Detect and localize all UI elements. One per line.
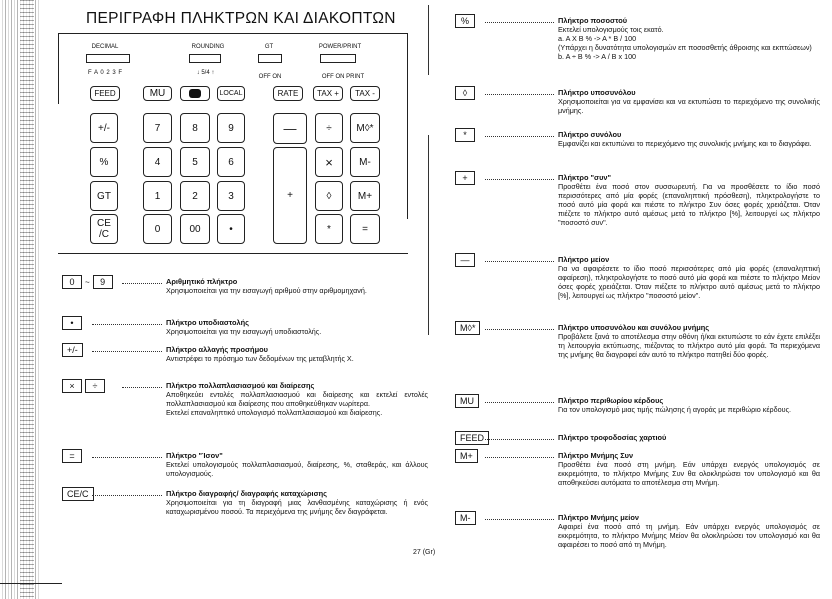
leader-dots [485, 329, 554, 330]
page-title: ΠΕΡΙΓΡΑΦΗ ΠΛΗΚΤΡΩΝ ΚΑΙ ΔΙΑΚΟΠΤΩΝ [86, 10, 396, 27]
key-2: 2 [180, 181, 210, 211]
leader-dots [122, 283, 162, 284]
key-sign: +/- [90, 113, 118, 143]
leader-dots [122, 387, 162, 388]
key-database-icon [180, 86, 210, 101]
key-description-text: Αντιστρέφει το πρόσημο των δεδομένων της μεταβλητής X. [166, 354, 354, 363]
gt-switch-positions: OFF ON [258, 74, 282, 80]
key-memory-plus: M+ [350, 181, 380, 211]
leader-dots [485, 519, 554, 520]
key-description [166, 345, 428, 363]
key-description [558, 513, 820, 549]
key-description [558, 88, 820, 115]
key-description-title: Πλήκτρο τροφοδοσίας χαρτιού [558, 433, 667, 442]
key-icon: ÷ [85, 379, 105, 393]
key-description-text: Προσθέτει ένα ποσό στον συσσωρευτή. Για να προσθέσετε το ίδιο ποσό περισσότερες από μία φορές (επαναληπτική πρόσθεση), πληκτρολογήστε το ποσό αυτό μία φορά και πιέστε το πλήκτρο Συν όσες φορές χρειάζεται. Όταν πιέζετε το πλήκτρο αυτό αμέσως μετά το πλήκτρο [%], λειτουργεί ως πλήκτρο "ποσοστό συν". [558, 182, 820, 227]
key-description-text: Προβάλετε ξανά το αποτέλεσμα στην οθόνη ή/και εκτυπώστε το εάν έχετε επιλέξει τη λειτουργία εκτύπωσης, πιέζοντας το πλήκτρο αυτό μία φορά. Τα περιεχόμενα της μνήμης θα διαγραφεί εάν αυτό το πλήκτρο πατηθεί δύο φορές. [558, 332, 820, 359]
key-description-text: Χρησιμοποιείται για την εισαγωγή υποδιαστολής. [166, 327, 322, 336]
gt-switch-label: GT [264, 44, 274, 50]
leader-dots [92, 351, 162, 352]
rounding-switch [189, 54, 221, 63]
key-description-text: Χρησιμοποιείται για την εισαγωγή αριθμού στην αριθμομηχανή. [166, 286, 367, 295]
key-description-text: Χρησιμοποιείται για τη διαγραφή μιας λανθασμένης καταχώρισης ή ενός καταχωρισμένου ποσού. Τα περιεχόμενα της μνήμης δεν διαγράφεται. [166, 498, 428, 516]
page-number: 27 (Gr) [413, 549, 436, 556]
key-icon-group [455, 86, 475, 100]
decimal-switch-label: DECIMAL [91, 44, 119, 50]
column-divider [428, 135, 429, 335]
key-icon-group [455, 394, 479, 408]
key-3: 3 [217, 181, 245, 211]
key-description [558, 16, 820, 61]
key-icon: % [455, 14, 475, 28]
key-plus: + [273, 147, 307, 244]
key-description-title: Πλήκτρο "Ίσον" [166, 451, 223, 460]
key-tax-minus: TAX - [350, 86, 380, 101]
key-description-title: Πλήκτρο "συν" [558, 173, 611, 182]
key-icon: +/- [62, 343, 83, 357]
key-description-text: Προσθέτει ένα ποσό στη μνήμη. Εάν υπάρχει ενεργός υπολογισμός σε εκκρεμότητα, το πλήκτρο Μνήμης Συν θα ολοκληρώσει τον υπολογισμό και θα αποθηκεύσει αυτόματα το αποτέλεσμα στη Μνήμη. [558, 460, 820, 487]
key-equals: = [350, 214, 380, 244]
key-4: 4 [143, 147, 172, 177]
key-description [166, 381, 428, 417]
key-6: 6 [217, 147, 245, 177]
key-description-text: Αποθηκεύει εντολές πολλαπλασιασμού και διαίρεσης και εκτελεί εντολές πολλαπλασιασμού και διαίρεσης που αποθηκεύθηκαν νωρίτερα. [166, 390, 428, 408]
leader-dots [92, 495, 162, 496]
key-description [558, 396, 820, 414]
key-description [558, 433, 820, 442]
key-description-text: Εκτελεί επαναληπτικό υπολογισμό πολλαπλασιασμού και διαίρεσης. [166, 408, 383, 417]
key-rate: RATE [273, 86, 303, 101]
key-description-text: b. A ÷ B % -> A / B x 100 [558, 52, 637, 61]
key-description-title: Πλήκτρο αλλαγής προσήμου [166, 345, 268, 354]
leader-dots [485, 439, 554, 440]
leader-dots [485, 457, 554, 458]
key-memory-total: M◊* [350, 113, 380, 143]
key-icon: = [62, 449, 82, 463]
key-tax-plus: TAX + [313, 86, 343, 101]
power-switch-label: POWER/PRINT [318, 44, 362, 50]
key-description-text: Εκτελεί υπολογισμούς τοις εκατό. [558, 25, 664, 34]
key-description [558, 451, 820, 487]
key-description-title: Πλήκτρο υποσυνόλου και συνόλου μνήμης [558, 323, 710, 332]
key-icon-group [455, 171, 475, 185]
key-7: 7 [143, 113, 172, 143]
key-icon: 9 [93, 275, 113, 289]
key-icon-group [455, 431, 489, 445]
rounding-switch-label: ROUNDING [191, 44, 225, 50]
key-9: 9 [217, 113, 245, 143]
range-tilde: ~ [85, 277, 90, 287]
gt-switch [258, 54, 282, 63]
key-icon: ◊ [455, 86, 475, 100]
key-icon: M+ [455, 449, 478, 463]
key-description-text: Αφαιρεί ένα ποσό από τη μνήμη. Εάν υπάρχει ενεργός υπολογισμός σε εκκρεμότητα, το πλήκτρο Μνήμης Μείον θα ολοκληρώσει τον υπολογισμό και θα αφαιρέσει το ποσό από τη Μνήμη. [558, 522, 820, 549]
leader-dots [485, 179, 554, 180]
power-switch [320, 54, 356, 63]
key-clear: CE /C [90, 214, 118, 244]
key-description-title: Πλήκτρο Μνήμης μείον [558, 513, 639, 522]
leader-dots [485, 94, 554, 95]
key-description [166, 451, 428, 478]
key-mu: MU [143, 86, 172, 101]
key-description-title: Πλήκτρο ποσοστού [558, 16, 628, 25]
divider [0, 583, 62, 584]
key-subtotal: ◊ [315, 181, 343, 211]
power-switch-positions: OFF ON PRINT [321, 74, 365, 80]
key-icon-group [455, 511, 476, 525]
key-icon-group [455, 321, 480, 335]
decimal-switch [86, 54, 130, 63]
key-icon-group [455, 253, 475, 267]
key-description-title: Πλήκτρο περιθωρίου κέρδους [558, 396, 664, 405]
rounding-switch-positions: ↓ 5/4 ↑ [196, 70, 215, 76]
key-0: 0 [143, 214, 172, 244]
key-icon: MU [455, 394, 479, 408]
key-icon-group [62, 343, 83, 357]
key-description [166, 318, 428, 336]
key-description [166, 489, 428, 516]
key-icon: × [62, 379, 82, 393]
key-description [558, 173, 820, 227]
column-divider [428, 5, 429, 75]
key-icon-group [455, 449, 478, 463]
key-local: LOCAL [217, 86, 245, 101]
key-icon-group [62, 379, 105, 393]
key-icon: • [62, 316, 82, 330]
key-icon: + [455, 171, 475, 185]
key-memory-minus: M- [350, 147, 380, 177]
key-divide: ÷ [315, 113, 343, 143]
decimal-switch-positions: F A 0 2 3 F [87, 70, 122, 76]
key-icon-group [62, 487, 94, 501]
scan-edge-noise [20, 0, 34, 599]
key-description-title: Αριθμητικό πλήκτρο [166, 277, 238, 286]
leader-dots [485, 402, 554, 403]
key-icon: M- [455, 511, 476, 525]
key-description-text: Εμφανίζει και εκτυπώνει το περιεχόμενο της συνολικής μνήμης και το διαγράφει. [558, 139, 812, 148]
leader-dots [92, 457, 162, 458]
key-description-text: Για να αφαιρέσετε το ίδιο ποσό περισσότερες από μία φορές (επαναληπτική αφαίρεση), πληκτρολογήστε το ποσό αυτό μία φορά και πιέστε το πλήκτρο Μείον όσες φορές χρειάζεται. Όταν πιέζετε το πλήκτρο αυτό αμέσως μετά το πλήκτρο [%], λειτουργεί ως πλήκτρο "ποσοστό μείον". [558, 264, 820, 300]
key-icon: CE/C [62, 487, 94, 501]
key-feed: FEED [90, 86, 120, 101]
key-description-text: Εκτελεί υπολογισμούς πολλαπλασιασμού, διαίρεσης, %, σταθεράς, και άλλους υπολογισμούς. [166, 460, 428, 478]
key-description-title: Πλήκτρο Μνήμης Συν [558, 451, 634, 460]
key-description-text: Για τον υπολογισμό μιας τιμής πώλησης ή αγοράς με περιθώριο κέρδους. [558, 405, 792, 414]
key-icon-group [62, 316, 82, 330]
key-description-title: Πλήκτρο υποδιαστολής [166, 318, 249, 327]
key-description-title: Πλήκτρο μείον [558, 255, 610, 264]
key-total: * [315, 214, 343, 244]
leader-dots [485, 261, 554, 262]
key-description [166, 277, 428, 295]
key-description [558, 323, 820, 359]
key-icon-group [455, 128, 475, 142]
key-description-text: Χρησιμοποιείται για να εμφανίσει και να εκτυπώσει το περιεχόμενο της συνολικής μνήμης. [558, 97, 820, 115]
key-icon-group [455, 14, 475, 28]
key-description-text: a. A X B % -> A * B / 100 [558, 34, 637, 43]
key-icon-group [62, 449, 82, 463]
key-icon: 0 [62, 275, 82, 289]
key-percent: % [90, 147, 118, 177]
calculator-diagram [58, 33, 408, 254]
key-icon-group [62, 275, 113, 289]
key-5: 5 [180, 147, 210, 177]
key-description-title: Πλήκτρο πολλαπλασιασμού και διαίρεσης [166, 381, 315, 390]
key-icon: * [455, 128, 475, 142]
leader-dots [485, 136, 554, 137]
key-description-title: Πλήκτρο διαγραφής/ διαγραφής καταχώρισης [166, 489, 328, 498]
key-decimal-point: • [217, 214, 245, 244]
key-icon: FEED [455, 431, 489, 445]
key-description-title: Πλήκτρο συνόλου [558, 130, 622, 139]
key-description [558, 255, 820, 300]
key-gt: GT [90, 181, 118, 211]
key-minus: — [273, 113, 307, 144]
key-description [558, 130, 820, 148]
leader-dots [92, 324, 162, 325]
key-1: 1 [143, 181, 172, 211]
key-icon: M◊* [455, 321, 480, 335]
key-description-text: (Υπάρχει η δυνατότητα υπολογισμών επ ποσοσθετής άθροισης και εκπτώσεων) [558, 43, 812, 52]
key-00: 00 [180, 214, 210, 244]
leader-dots [485, 22, 554, 23]
key-8: 8 [180, 113, 210, 143]
key-times: × [315, 147, 343, 177]
key-icon: — [455, 253, 475, 267]
key-description-title: Πλήκτρο υποσυνόλου [558, 88, 636, 97]
